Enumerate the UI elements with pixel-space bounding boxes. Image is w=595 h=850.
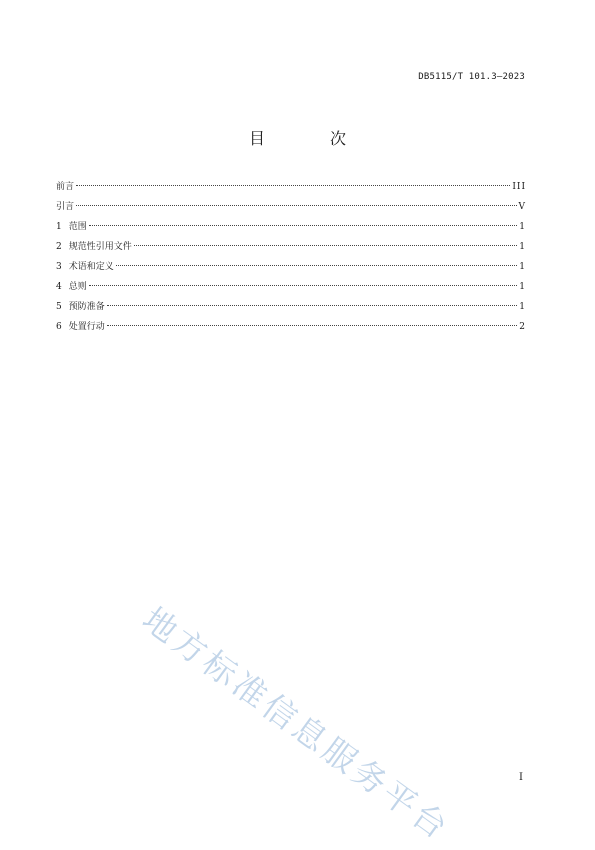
toc-entry-page: 2 (519, 322, 526, 332)
toc-entry-response-actions[interactable] (56, 320, 526, 340)
toc-leader-dots (116, 265, 518, 266)
table-of-contents (56, 180, 526, 340)
toc-entry-terms-definitions[interactable] (56, 260, 526, 280)
toc-entry-number: 1 (56, 222, 62, 232)
toc-leader-dots (89, 285, 518, 286)
toc-entry-number: 3 (56, 262, 62, 272)
page-number: I (519, 772, 523, 783)
toc-entry-title: 规范性引用文件 (68, 242, 132, 252)
toc-entry-title: 前言 (56, 182, 75, 192)
toc-entry-page: III (512, 182, 526, 192)
toc-leader-dots (107, 305, 518, 306)
toc-entry-title: 总则 (68, 282, 87, 292)
toc-entry-label (56, 200, 74, 214)
toc-entry-title: 预防准备 (68, 302, 105, 312)
toc-entry-label (56, 320, 105, 334)
toc-entry-page: 1 (519, 262, 526, 272)
toc-leader-dots (134, 245, 518, 246)
document-code: DB5115/T 101.3—2023 (418, 72, 525, 82)
toc-leader-dots (76, 185, 510, 186)
toc-entry-title: 范围 (68, 222, 87, 232)
watermark: 地方标准信息服务平台 (135, 599, 458, 849)
toc-title: 目 次 (248, 129, 377, 148)
toc-entry-introduction[interactable] (56, 200, 526, 220)
toc-leader-dots (76, 205, 516, 206)
toc-entry-title: 引言 (56, 202, 75, 212)
toc-entry-normative-references[interactable] (56, 240, 526, 260)
toc-entry-page: 1 (519, 222, 526, 232)
toc-entry-label (56, 280, 87, 294)
toc-entry-page: 1 (519, 242, 526, 252)
toc-entry-number: 2 (56, 242, 62, 252)
toc-entry-page: V (518, 202, 526, 212)
toc-entry-label (56, 260, 114, 274)
toc-entry-page: 1 (519, 302, 526, 312)
toc-entry-label (56, 220, 87, 234)
toc-entry-number: 6 (56, 322, 62, 332)
toc-entry-number: 4 (56, 282, 62, 292)
toc-entry-label (56, 180, 74, 194)
toc-entry-foreword[interactable] (56, 180, 526, 200)
toc-entry-number: 5 (56, 302, 62, 312)
toc-entry-label (56, 240, 132, 254)
toc-entry-title: 术语和定义 (68, 262, 114, 272)
toc-entry-page: 1 (519, 282, 526, 292)
toc-entry-title: 处置行动 (68, 322, 105, 332)
toc-entry-label (56, 300, 105, 314)
toc-entry-prevention[interactable] (56, 300, 526, 320)
toc-leader-dots (107, 325, 518, 326)
toc-entry-scope[interactable] (56, 220, 526, 240)
toc-leader-dots (89, 225, 518, 226)
toc-entry-general[interactable] (56, 280, 526, 300)
